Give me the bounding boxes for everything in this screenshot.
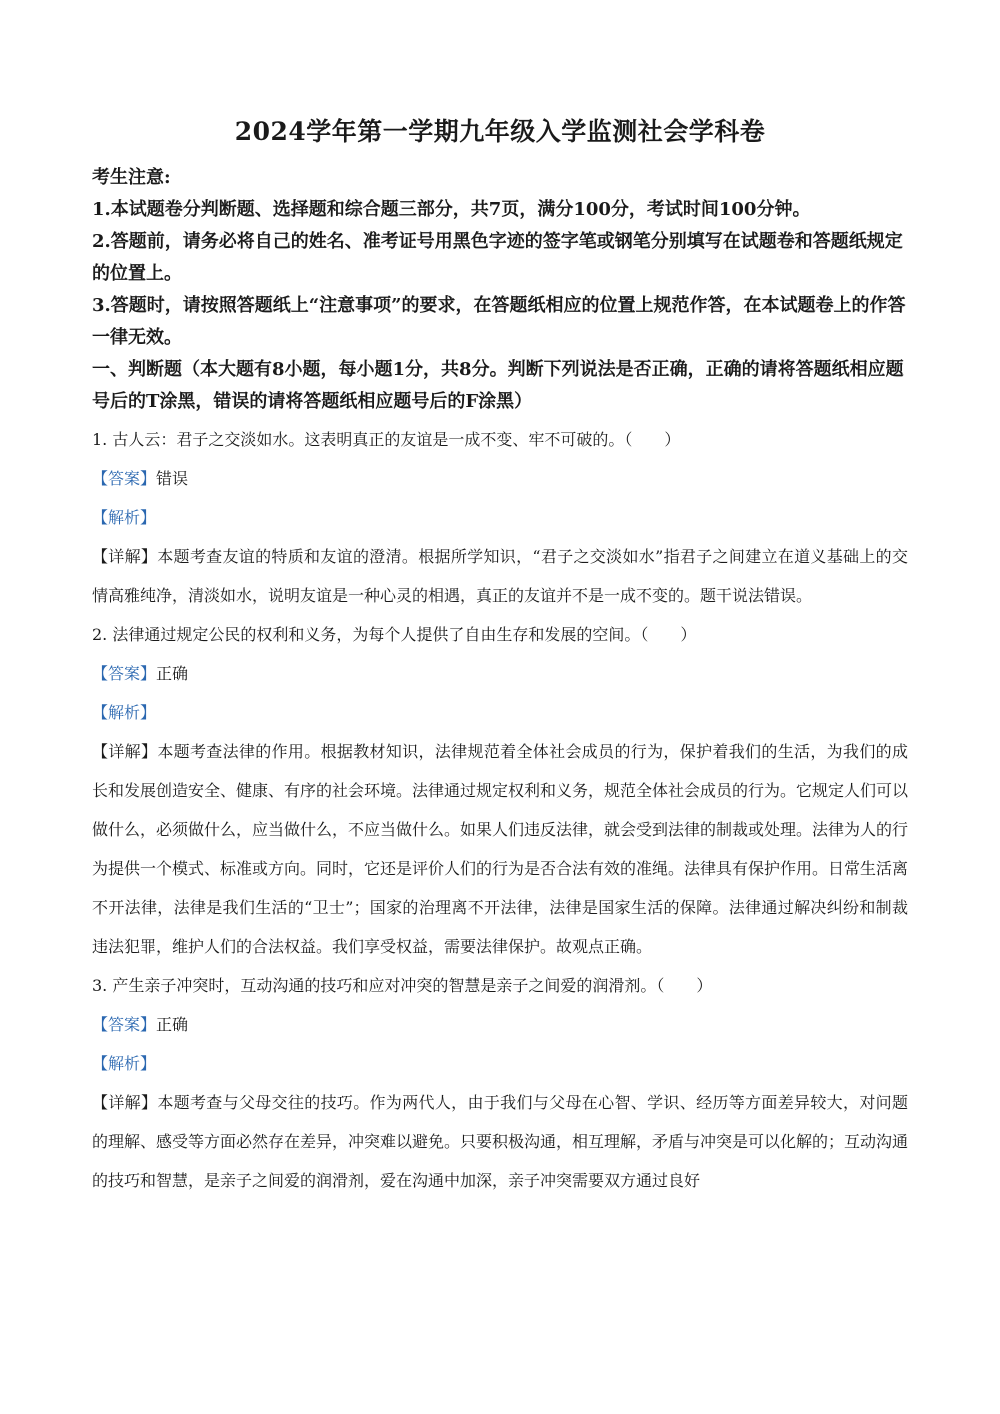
question-2 bbox=[92, 615, 908, 966]
question-text: 2. 法律通过规定公民的权利和义务，为每个人提供了自由生存和发展的空间。（ ） bbox=[92, 625, 697, 644]
answer-value: 错误 bbox=[156, 469, 189, 488]
detail-paragraph bbox=[92, 537, 908, 615]
answer-line bbox=[92, 1005, 908, 1044]
notice-item-1: 1.本试题卷分判断题、选择题和综合题三部分，共7页，满分100分，考试时间100分钟。 bbox=[92, 199, 811, 220]
analysis-label: 【解析】 bbox=[92, 703, 157, 722]
detail-label: 【详解】 bbox=[92, 1093, 158, 1112]
detail-text: 本题考查友谊的特质和友谊的澄清。根据所学知识，“君子之交淡如水”指君子之间建立在道义基础上的交情高雅纯净，清淡如水，说明友谊是一种心灵的相遇，真正的友谊并不是一成不变的。题干说法错误。 bbox=[92, 547, 908, 605]
detail-paragraph bbox=[92, 1083, 908, 1200]
detail-text: 本题考查法律的作用。根据教材知识，法律规范着全体社会成员的行为，保护着我们的生活，为我们的成长和发展创造安全、健康、有序的社会环境。法律通过规定权利和义务，规范全体社会成员的行为。它规定人们可以做什么，必须做什么，应当做什么，不应当做什么。如果人们违反法律，就会受到法律的制裁或处理。法律为人的行为提供一个模式、标准或方向。同时，它还是评价人们的行为是否合法有效的准绳。法律具有保护作用。日常生活离不开法律，法律是我们生活的“卫士”；国家的治理离不开法律，法律是国家生活的保障。法律通过解决纠纷和制裁违法犯罪，维护人们的合法权益。我们享受权益，需要法律保护。故观点正确。 bbox=[92, 742, 909, 956]
answer-value: 正确 bbox=[156, 664, 189, 683]
analysis-label: 【解析】 bbox=[92, 1054, 157, 1073]
detail-paragraph bbox=[92, 732, 908, 966]
question-1 bbox=[92, 420, 908, 615]
page-title: 2024学年第一学期九年级入学监测社会学科卷 bbox=[234, 117, 766, 146]
section-heading: 一、判断题（本大题有8小题，每小题1分，共8分。判断下列说法是否正确，正确的请将答题纸相应题号后的T涂黑，错误的请将答题纸相应题号后的F涂黑） bbox=[92, 359, 904, 412]
notice-heading: 考生注意: bbox=[92, 167, 171, 188]
question-text: 3. 产生亲子冲突时，互动沟通的技巧和应对冲突的智慧是亲子之间爱的润滑剂。（ ） bbox=[92, 976, 713, 995]
analysis-label: 【解析】 bbox=[92, 508, 157, 527]
notice-item-3: 3.答题时，请按照答题纸上“注意事项”的要求，在答题纸相应的位置上规范作答，在本试题卷上的作答一律无效。 bbox=[92, 295, 906, 348]
answer-value: 正确 bbox=[156, 1015, 189, 1034]
question-3 bbox=[92, 966, 908, 1200]
answer-line bbox=[92, 654, 908, 693]
detail-label: 【详解】 bbox=[92, 742, 158, 761]
answer-label: 【答案】 bbox=[92, 469, 157, 488]
notice-item-2: 2.答题前，请务必将自己的姓名、准考证号用黑色字迹的签字笔或钢笔分别填写在试题卷和答题纸规定的位置上。 bbox=[92, 231, 903, 284]
analysis-line bbox=[92, 1044, 908, 1083]
question-text: 1. 古人云：君子之交淡如水。这表明真正的友谊是一成不变、牢不可破的。（ ） bbox=[92, 430, 681, 449]
analysis-line bbox=[92, 693, 908, 732]
answer-label: 【答案】 bbox=[92, 664, 157, 683]
detail-label: 【详解】 bbox=[92, 547, 158, 566]
analysis-line bbox=[92, 498, 908, 537]
detail-text: 本题考查与父母交往的技巧。作为两代人，由于我们与父母在心智、学识、经历等方面差异较大，对问题的理解、感受等方面必然存在差异，冲突难以避免。只要积极沟通，相互理解，矛盾与冲突是可以化解的；互动沟通的技巧和智慧，是亲子之间爱的润滑剂，爱在沟通中加深，亲子冲突需要双方通过良好 bbox=[92, 1093, 909, 1190]
answer-line bbox=[92, 459, 908, 498]
answer-label: 【答案】 bbox=[92, 1015, 157, 1034]
